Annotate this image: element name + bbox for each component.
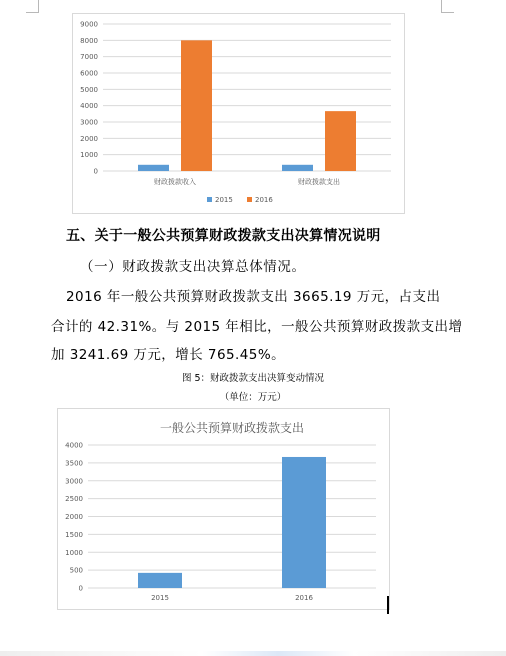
bar [282, 165, 313, 171]
page-corner-mark-left [26, 0, 39, 13]
y-tick-label: 5000 [80, 85, 98, 94]
sub-heading: （一）财政拨款支出决算总体情况。 [80, 259, 306, 275]
chart-title: 一般公共预算财政拨款支出 [159, 421, 305, 435]
y-tick-label: 3000 [80, 118, 98, 127]
bar [181, 40, 212, 171]
y-tick-label: 2000 [80, 134, 98, 143]
y-tick-label: 0 [93, 167, 98, 176]
text-cursor [387, 596, 389, 614]
general-budget-expenditure-chart-svg [58, 409, 389, 609]
figure-unit: （单位：万元） [219, 392, 287, 403]
y-tick-label: 4000 [80, 102, 98, 111]
bar [138, 573, 182, 588]
section-heading: 五、关于一般公共预算财政拨款支出决算情况说明 [66, 228, 381, 244]
legend-label: 2015 [215, 196, 233, 204]
y-tick-label: 1500 [65, 530, 83, 539]
bar [282, 457, 326, 588]
y-tick-label: 1000 [65, 548, 83, 557]
bar [138, 165, 169, 171]
x-category-label: 财政拨款支出 [298, 178, 340, 186]
y-tick-label: 4000 [65, 441, 83, 450]
y-tick-label: 9000 [80, 20, 98, 29]
general-budget-expenditure-chart [57, 408, 390, 610]
y-tick-label: 2500 [65, 495, 83, 504]
window-bottom-edge [0, 651, 506, 656]
y-tick-label: 6000 [80, 69, 98, 78]
paragraph-line: 2016 年一般公共预算财政拨款支出 3665.19 万元，占支出 [66, 289, 441, 305]
paragraph-line: 加 3241.69 万元，增长 765.45%。 [51, 347, 286, 363]
x-category-label: 2015 [151, 594, 169, 602]
y-tick-label: 3500 [65, 459, 83, 468]
bar [325, 111, 356, 171]
y-tick-label: 0 [78, 584, 83, 593]
x-category-label: 财政拨款收入 [154, 178, 196, 186]
y-tick-label: 1000 [80, 151, 98, 160]
figure-caption: 图 5：财政拨款支出决算变动情况 [181, 373, 325, 384]
y-tick-label: 7000 [80, 53, 98, 62]
legend-swatch [247, 197, 252, 202]
fiscal-allocation-chart-svg [73, 14, 404, 213]
legend-swatch [207, 197, 212, 202]
paragraph-line: 合计的 42.31%。与 2015 年相比，一般公共预算财政拨款支出增 [51, 319, 463, 335]
x-category-label: 2016 [295, 594, 313, 602]
page-corner-mark-right [441, 0, 454, 13]
legend-label: 2016 [255, 196, 273, 204]
y-tick-label: 8000 [80, 36, 98, 45]
fiscal-allocation-chart [72, 13, 405, 214]
y-tick-label: 500 [69, 566, 83, 575]
y-tick-label: 3000 [65, 477, 83, 486]
y-tick-label: 2000 [65, 513, 83, 521]
